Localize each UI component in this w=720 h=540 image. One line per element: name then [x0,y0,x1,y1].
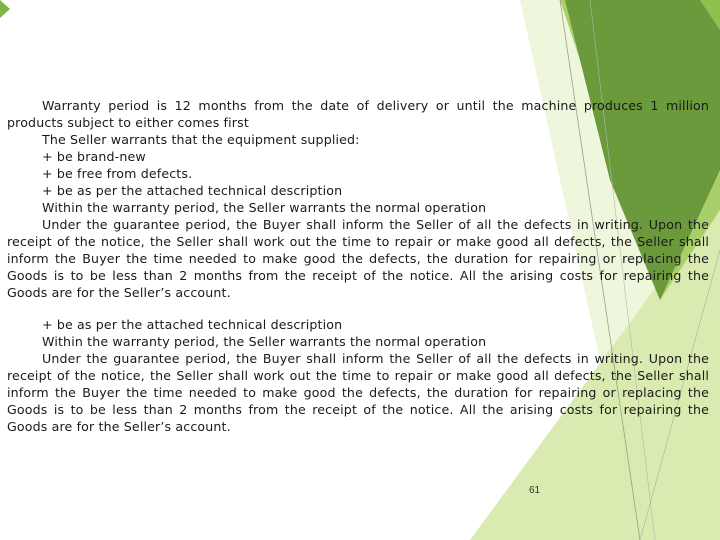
normal-operation-line: Within the warranty period, the Seller warrants the normal operation [42,200,487,215]
left-triangle-accent [0,0,10,18]
free-from-defects-item: + be free from defects. [42,166,193,181]
seller-warrants-line: The Seller warrants that the equipment supplied: [42,132,360,147]
guarantee-period-paragraph-repeat: Under the guarantee period, the Buyer shall inform the Seller of all the defects in writing. Upon the receipt of the notice, the Seller shall work out the time to repair or make good all defects, the Seller shall inform the Buyer the time needed to make good the defects, the duration for repairing or replacing the Goods is to be less than 2 months from the receipt of the notice. All the arising costs for repairing the Goods are for the Seller’s account. [7,351,709,434]
normal-operation-line-repeat: Within the warranty period, the Seller warrants the normal operation [42,334,487,349]
guarantee-period-paragraph: Under the guarantee period, the Buyer shall inform the Seller of all the defects in writing. Upon the receipt of the notice, the Seller shall work out the time to repair or make good all defects, the Seller shall inform the Buyer the time needed to make good the defects, the duration for repairing or replacing the Goods is to be less than 2 months from the receipt of the notice. All the arising costs for repairing the Goods are for the Seller’s account. [7,217,709,300]
page-number: 61 [529,485,541,496]
technical-description-item: + be as per the attached technical description [42,183,343,198]
warranty-period-paragraph: Warranty period is 12 months from the date of delivery or until the machine produces 1 million products subject to either comes first [7,98,709,130]
paragraph-gap [7,301,709,316]
technical-description-item-repeat: + be as per the attached technical description [42,317,343,332]
brand-new-item: + be brand-new [42,149,146,164]
slide-body-text [7,97,709,435]
